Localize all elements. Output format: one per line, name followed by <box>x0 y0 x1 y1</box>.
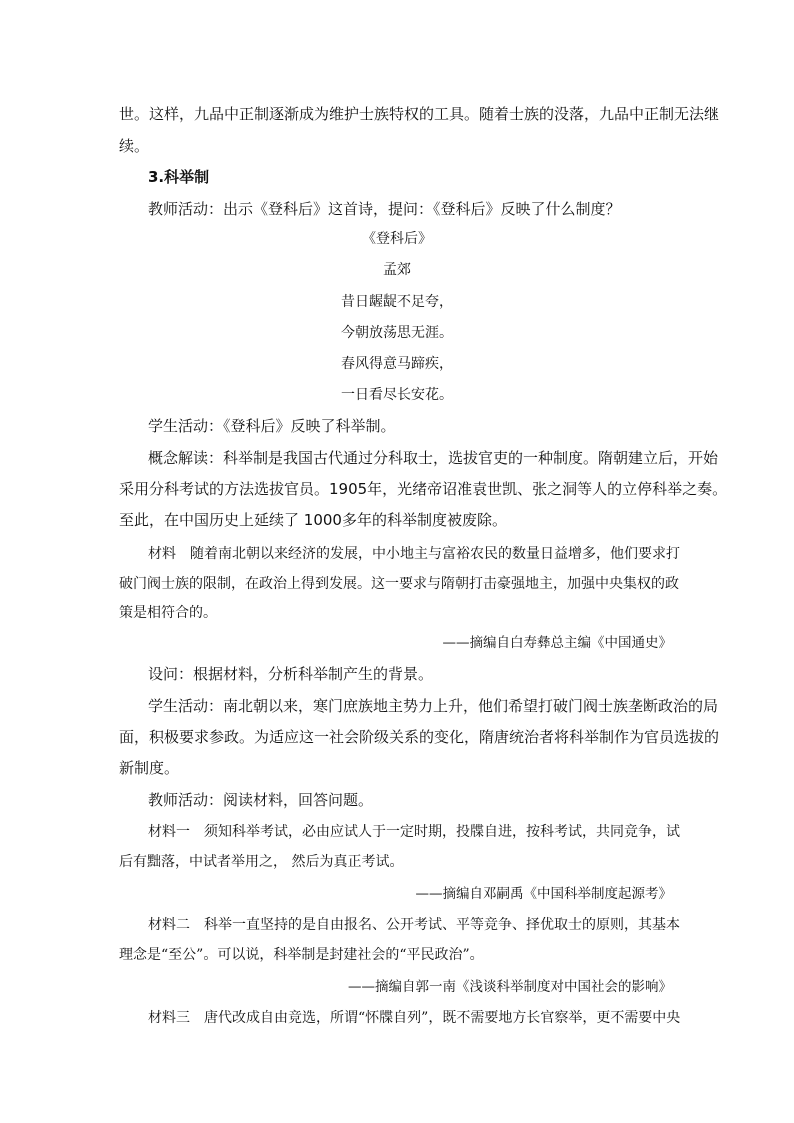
poem-line: 春风得意马蹄疾， <box>341 356 453 372</box>
material-line: 破门阀士族的限制，在政治上得到发展。这一要求与隋朝打击豪强地主，加强中央集权的政 <box>119 576 679 592</box>
paragraph-line: 续。 <box>119 137 150 155</box>
poem-line: 一日看尽长安花。 <box>341 387 453 403</box>
paragraph-line: 学生活动：《登科后》反映了科举制。 <box>148 417 396 435</box>
poem-line: 昔日龌龊不足夸， <box>341 294 453 310</box>
paragraph-line: 学生活动：南北朝以来，寒门庶族地主势力上升，他们希望打破门阀士族垄断政治的局 <box>148 697 719 715</box>
material-line: 理念是“至公”。可以说，科举制是封建社会的“平民政治”。 <box>119 947 484 963</box>
poem-line: 今朝放荡思无涯。 <box>341 325 453 341</box>
poem-author: 孟郊 <box>383 262 411 278</box>
paragraph-line: 新制度。 <box>119 759 180 777</box>
section-heading: 3.科举制 <box>148 168 210 186</box>
paragraph-line: 至此，在中国历史上延续了 1000多年的科举制度被废除。 <box>119 511 507 529</box>
paragraph-line: 教师活动：阅读材料，回答问题。 <box>148 791 374 809</box>
material-source: ——摘编自郭一南《浅谈科举制度对中国社会的影响》 <box>348 979 672 995</box>
paragraph-line: 设问：根据材料，分析科举制产生的背景。 <box>148 665 434 683</box>
material-source: ——摘编自白寿彝总主编《中国通史》 <box>442 635 672 651</box>
material-line: 材料 随着南北朝以来经济的发展，中小地主与富裕农民的数量日益增多，他们要求打 <box>148 546 680 562</box>
material-line: 材料一 须知科举考试，必由应试人于一定时期，投牒自进，按科考试，共同竞争，试 <box>148 824 680 840</box>
poem-title: 《登科后》 <box>362 231 432 247</box>
material-line: 材料二 科举一直坚持的是自由报名、公开考试、平等竞争、择优取士的原则，其基本 <box>148 917 680 933</box>
paragraph-line: 采用分科考试的方法选拔官员。1905年，光绪帝诏准袁世凯、张之洞等人的立停科举之奏。 <box>119 480 728 498</box>
paragraph-line: 概念解读：科举制是我国古代通过分科取士，选拔官吏的一种制度。隋朝建立后，开始 <box>148 449 719 467</box>
paragraph-line: 世。这样，九品中正制逐渐成为维护士族特权的工具。随着士族的没落，九品中正制无法继 <box>119 105 720 123</box>
material-line: 材料三 唐代改成自由竞选，所谓“怀牒自列”，既不需要地方长官察举，更不需要中央 <box>148 1010 681 1026</box>
paragraph-line: 教师活动：出示《登科后》这首诗，提问：《登科后》反映了什么制度？ <box>148 200 621 218</box>
material-source: ——摘编自邓嗣禹《中国科举制度起源考》 <box>415 886 672 902</box>
material-line: 策是相符合的。 <box>119 605 217 621</box>
material-line: 后有黜落，中试者举用之， 然后为真正考试。 <box>119 854 404 870</box>
paragraph-line: 面，积极要求参政。为适应这一社会阶级关系的变化，隋唐统治者将科举制作为官员选拔的 <box>119 728 720 746</box>
